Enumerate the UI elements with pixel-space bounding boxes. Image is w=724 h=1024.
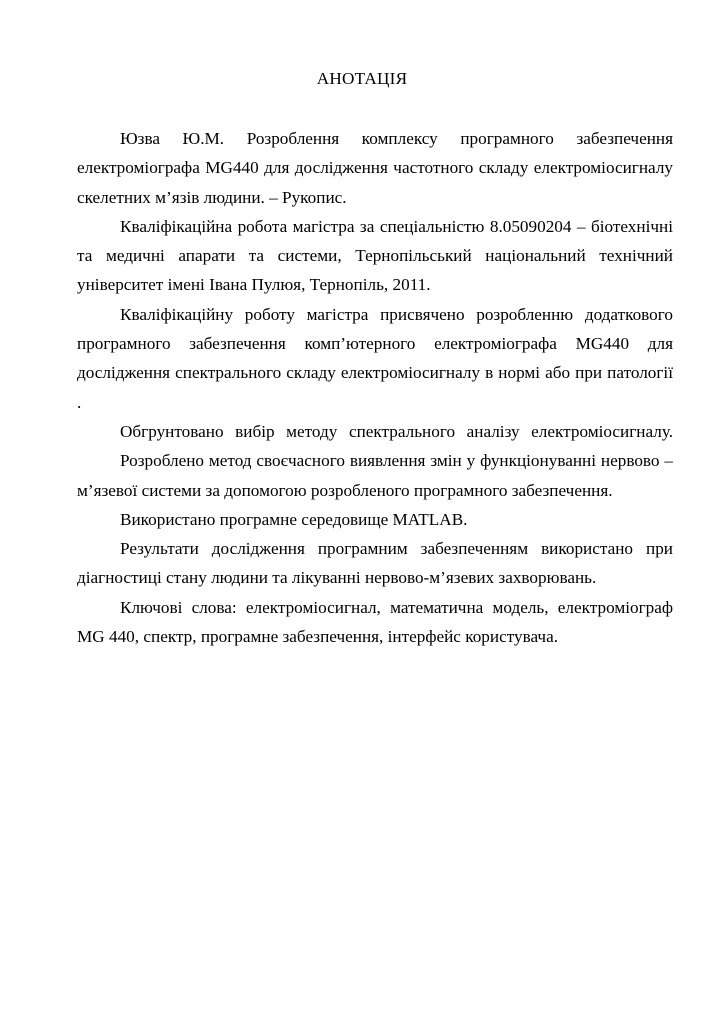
paragraph-method-developed: Розроблено метод своєчасного виявлення змін у функціонуванні нервово – м’язевої системи за допомогою розробленого програмного забезпечення.: [77, 451, 673, 500]
paragraph-author-title: Юзва Ю.М. Розроблення комплексу програмного забезпечення електроміографа MG440 для дослідження частотного складу електроміосигналу скелетних м’язів людини. – Рукопис.: [77, 129, 673, 207]
paragraph-qualification: Кваліфікаційна робота магістра за спеціальністю 8.05090204 – біотехнічні та медичні апарати та системи, Тернопільський національний технічний університет імені Івана Пулюя, Тернопіль, 2011.: [77, 216, 673, 295]
paragraph-keywords: Ключові слова: електроміосигнал, математична модель, електроміограф MG 440, спектр, програмне забезпечення, інтерфейс користувача.: [77, 597, 673, 647]
page-title: АНОТАЦІЯ: [316, 69, 408, 88]
paragraph-purpose: Кваліфікаційну роботу магістра присвячено розробленню додаткового програмного забезпечення комп’ютерного електроміографа MG440 для дослідження спектрального складу електроміосигналу в нормі або при патології .: [77, 304, 673, 412]
paragraph-method-choice: Обгрунтовано вибір методу спектрального аналізу електроміосигналу.: [120, 421, 673, 441]
paragraph-results: Результати дослідження програмним забезпеченням використано при діагностиці стану людини та лікуванні нервово-м’язевих захворювань.: [77, 539, 673, 588]
annotation-body: [77, 124, 673, 651]
paragraph-environment: Використано програмне середовище MATLAB.: [120, 509, 468, 529]
